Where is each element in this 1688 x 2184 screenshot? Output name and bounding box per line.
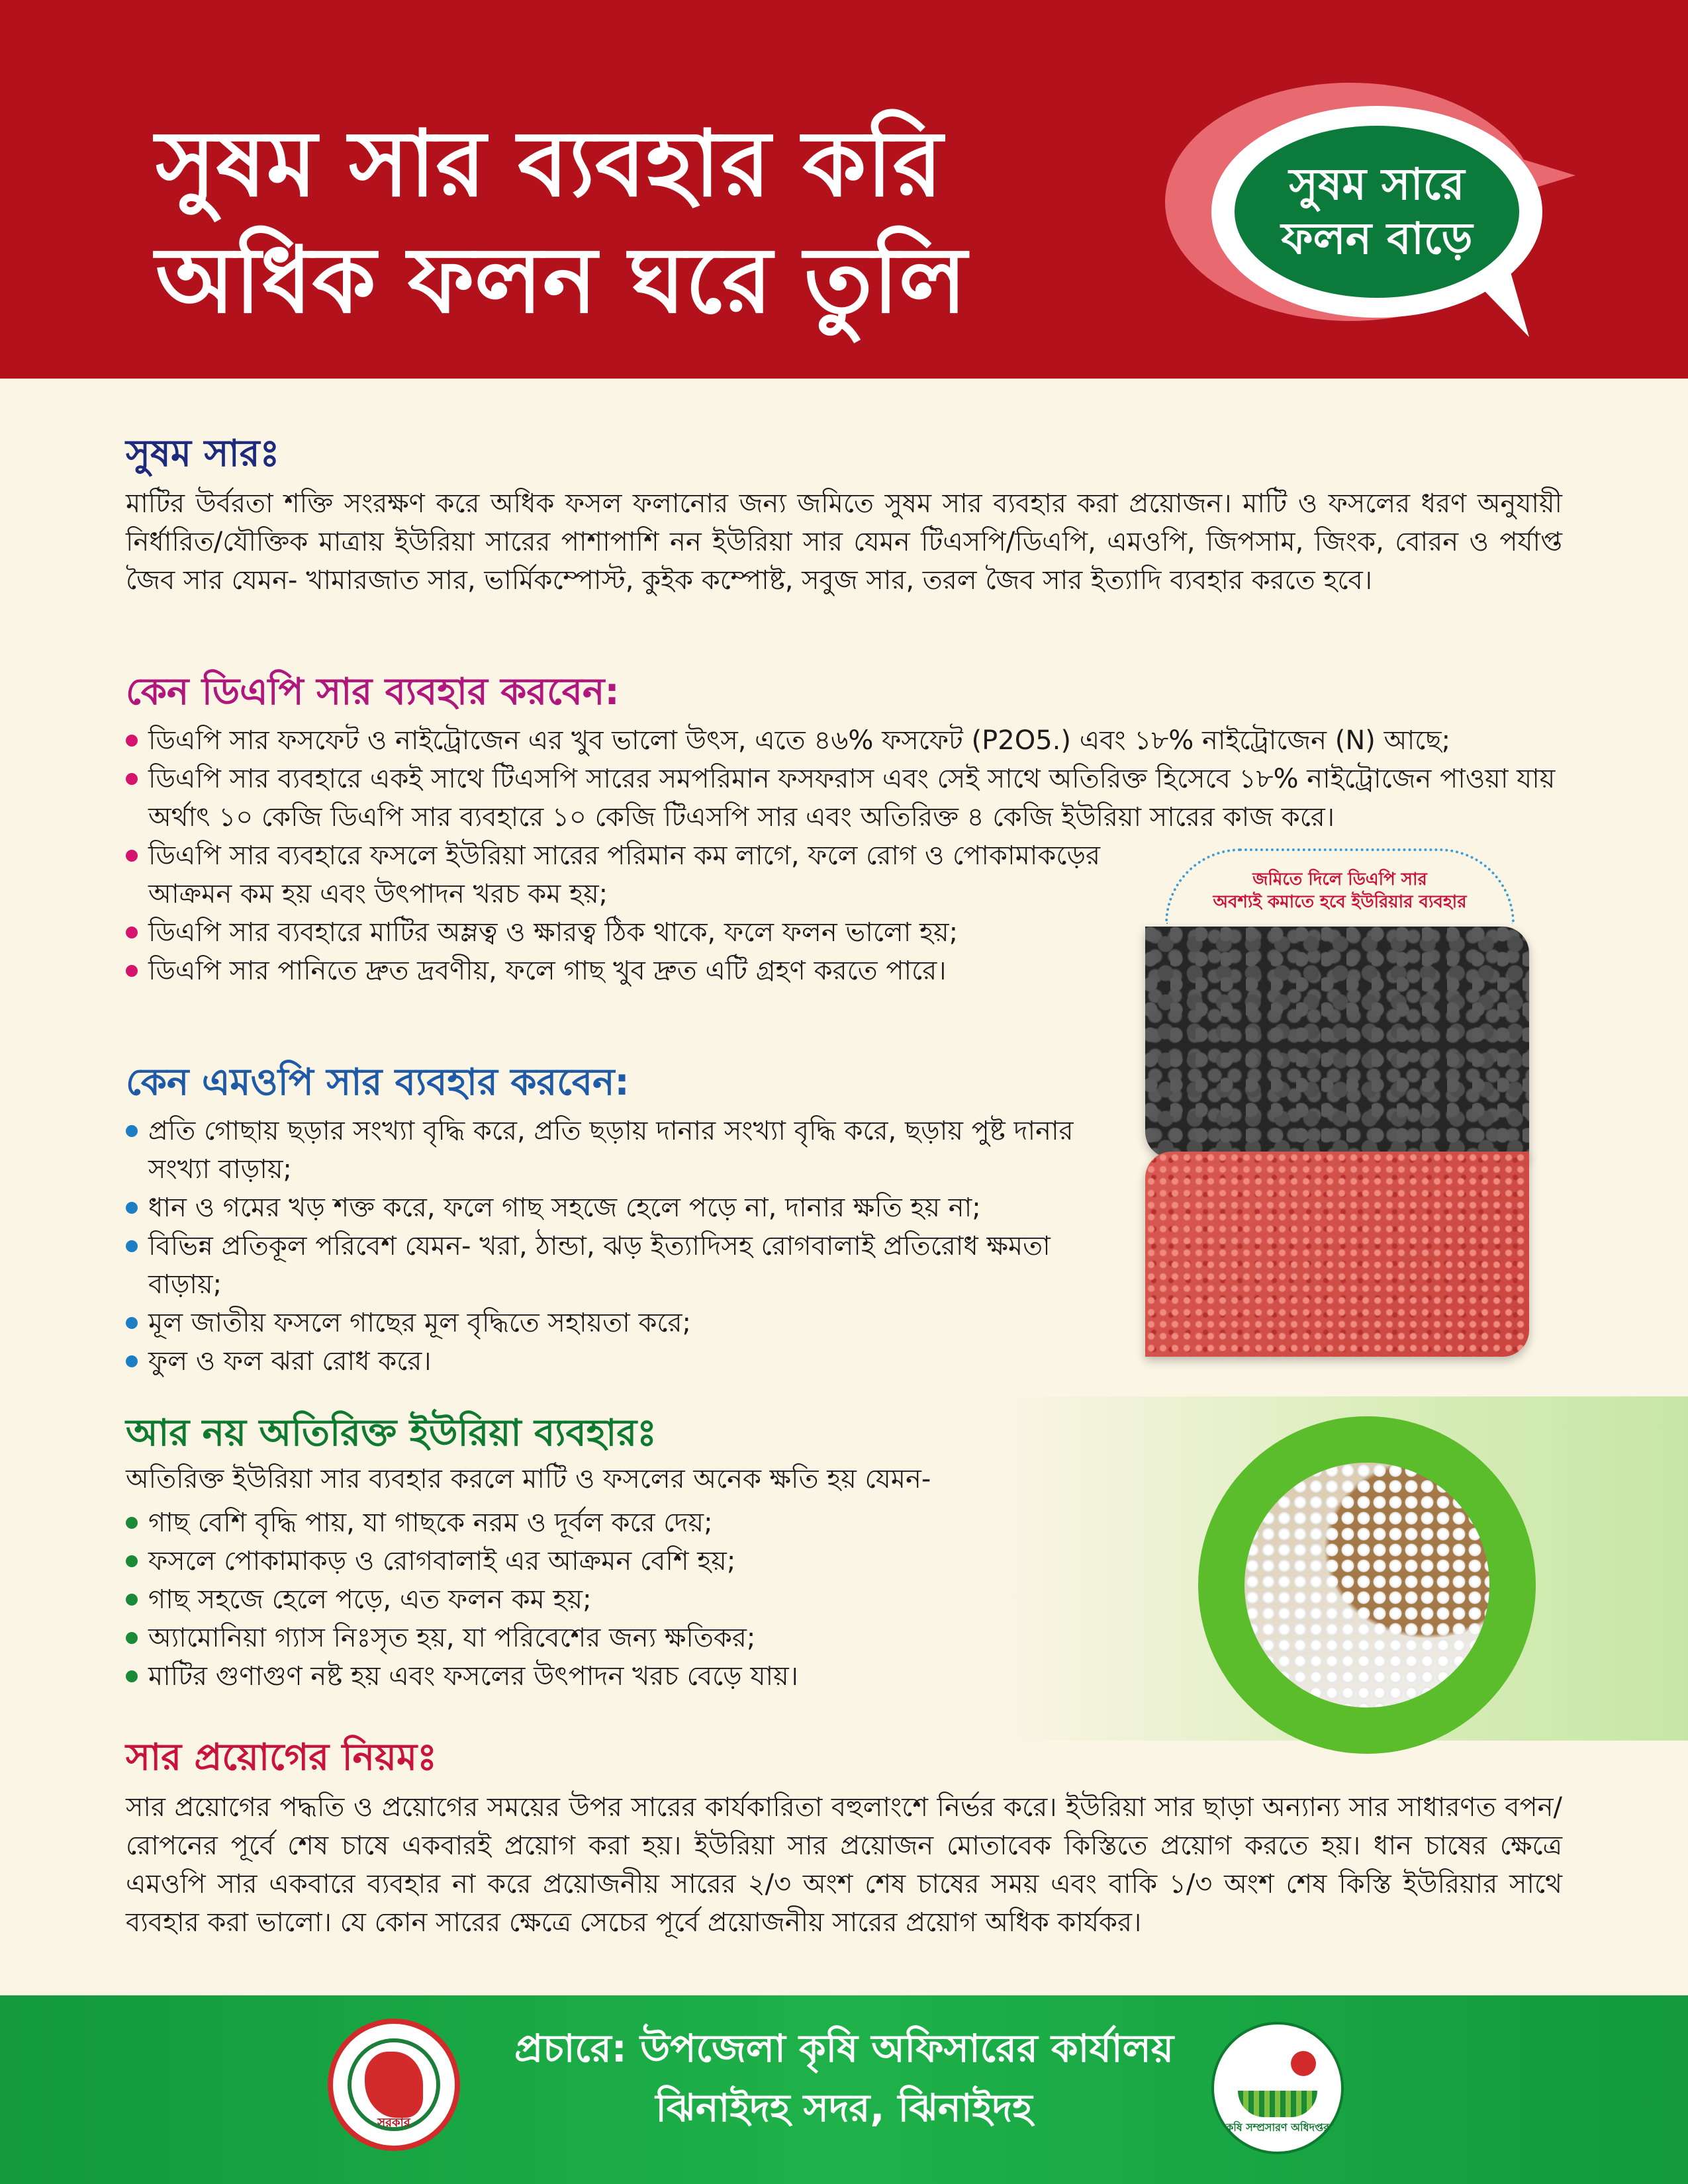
slogan-line-1: সুষম সারে [1289,159,1465,210]
footer-line-2: ঝিনাইদহ সদর, ঝিনাইদহ [655,2085,1033,2130]
rules-heading: সার প্রয়োগের নিয়মঃ [126,1736,437,1779]
urea-bullet: ফসলে পোকামাকড় ও রোগবালাই এর আক্রমন বেশি হয়; [126,1542,1158,1580]
bullet-dot-icon [126,1517,138,1529]
balanced-heading: সুষম সারঃ [126,432,280,475]
dap-bullet: ডিএপি সার ফসফেট ও নাইট্রোজেন এর খুব ভালো উৎস, এতে ৪৬% ফসফেট (P2O5.) এবং ১৮% নাইট্রোজেন (N) আছে; [126,721,1562,760]
bullet-dot-icon [126,965,138,977]
section-urea [126,1410,1158,1696]
bullet-dot-icon [126,927,138,938]
mop-bullet: ধান ও গমের খড় শক্ত করে, ফলে গাছ সহজে হেলে পড়ে না, দানার ক্ষতি হয় না; [126,1189,1105,1227]
badge-line-2: অবশ্যই কমাতে হবে ইউরিয়ার ব্যবহার [1213,892,1467,912]
mop-bullet-list [126,1112,1105,1381]
title-line-2: অধিক ফলন ঘরে তুলি [156,227,967,334]
section-mop [126,1059,1105,1381]
bullet-dot-icon [126,1355,138,1367]
balanced-body: মাটির উর্বরতা শক্তি সংরক্ষণ করে অধিক ফসল ফলানোর জন্য জমিতে সুষম সার ব্যবহার করা প্রয়োজন। মাটি ও ফসলের ধরণ অনুযায়ী নির্ধারিত/যৌক্তিক মাত্রায় ইউরিয়া সারের পাশাপাশি নন ইউরিয়া সার যেমন টিএসপি/ডিএপি, এমওপি, জিপসাম, জিংক, বোরন ও পর্যাপ্ত জৈব সার যেমন- খামারজাত সার, ভার্মিকম্পোস্ট, কুইক কম্পোষ্ট, সবুজ সার, তরল জৈব সার ইত্যাদি ব্যবহার করতে হবে। [126,488,1562,596]
sun-icon [1291,2051,1316,2076]
bullet-dot-icon [126,1240,138,1252]
bullet-dot-icon [126,773,138,785]
dap-heading: কেন ডিএপি সার ব্যবহার করবেন: [126,670,620,713]
bullet-dot-icon [126,1202,138,1214]
mop-bullet: প্রতি গোছায় ছড়ার সংখ্যা বৃদ্ধি করে, প্রতি ছড়ায় দানার সংখ্যা বৃদ্ধি করে, ছড়ায় পুষ্ট দানার সংখ্যা বাড়ায়; [126,1112,1105,1189]
slogan-bubble [1235,126,1519,298]
mop-bullet: মূল জাতীয় ফসলে গাছের মূল বৃদ্ধিতে সহায়তা করে; [126,1304,1105,1342]
urea-granules-image [1244,1463,1489,1707]
bullet-dot-icon [126,1125,138,1137]
section-balanced-fertilizer [126,430,1562,600]
mop-granules-image [1145,1152,1529,1357]
footer-publisher [430,2019,1258,2138]
dap-granules-image [1145,927,1529,1158]
dae-logo [1211,2022,1344,2154]
mop-heading: কেন এমওপি সার ব্যবহার করবেন: [126,1061,630,1104]
dap-bullet: ডিএপি সার ব্যবহারে ফসলে ইউরিয়া সারের পরিমান কম লাগে, ফলে রোগ ও পোকামাকড়ের আক্রমন কম হয় এবং উৎপাদন খরচ কম হয়; [126,837,1141,913]
dap-reminder-badge [1165,848,1515,924]
dae-logo-label: কৃষি সম্প্রসারণ অধিদপ্তর [1226,2121,1329,2134]
badge-line-1: জমিতে দিলে ডিএপি সার [1252,870,1427,889]
title-line-1: সুষম সার ব্যবহার করি [156,111,943,217]
urea-bullet: গাছ সহজে হেলে পড়ে, এত ফলন কম হয়; [126,1580,1158,1619]
bullet-dot-icon [126,1670,138,1682]
bullet-dot-icon [126,1632,138,1644]
urea-bullet-list [126,1504,1158,1696]
mop-bullet: বিভিন্ন প্রতিকূল পরিবেশ যেমন- খরা, ঠান্ডা, ঝড় ইত্যাদিসহ রোগবালাই প্রতিরোধ ক্ষমতা বাড়ায়; [126,1227,1105,1304]
dap-bullet: ডিএপি সার ব্যবহারে মাটির অম্লত্ব ও ক্ষারত্ব ঠিক থাকে, ফলে ফলন ভালো হয়; [126,913,1141,952]
bullet-dot-icon [126,1594,138,1606]
bullet-dot-icon [126,1317,138,1329]
section-application-rules [126,1734,1562,1942]
crop-field-icon [1238,2091,1317,2117]
dap-bullet: ডিএপি সার ব্যবহারে একই সাথে টিএসপি সারের সমপরিমান ফসফরাস এবং সেই সাথে অতিরিক্ত হিসেবে ১৮% নাইট্রোজেন পাওয়া যায় অর্থাৎ ১০ কেজি ডিএপি সার ব্যবহারে ১০ কেজি টিএসপি সার এবং অতিরিক্ত ৪ কেজি ইউরিয়া সারের কাজ করে। [126,760,1562,837]
dap-bullet: ডিএপি সার পানিতে দ্রুত দ্রবণীয়, ফলে গাছ খুব দ্রুত এটি গ্রহণ করতে পারে। [126,952,1141,990]
bullet-dot-icon [126,1555,138,1567]
footer-line-1: প্রচারে: উপজেলা কৃষি অফিসারের কার্যালয় [514,2026,1174,2071]
slogan-line-2: ফলন বাড়ে [1281,213,1473,264]
poster-title [156,106,1188,339]
bullet-dot-icon [126,735,138,747]
mop-bullet: ফুল ও ফল ঝরা রোধ করে। [126,1342,1105,1381]
bullet-dot-icon [126,850,138,862]
urea-heading: আর নয় অতিরিক্ত ইউরিয়া ব্যবহারঃ [126,1412,657,1455]
urea-bullet: অ্যামোনিয়া গ্যাস নিঃসৃত হয়, যা পরিবেশের জন্য ক্ষতিকর; [126,1619,1158,1657]
rules-body: সার প্রয়োগের পদ্ধতি ও প্রয়োগের সময়ের উপর সারের কার্যকারিতা বহুলাংশে নির্ভর করে। ইউরিয়া সার ছাড়া অন্যান্য সার সাধারণত বপন/রোপনের পূর্বে শেষ চাষে একবারই প্রয়োগ করা হয়। ইউরিয়া সার প্রয়োজন মোতাবেক কিস্তিতে প্রয়োগ করতে হয়। ধান চাষের ক্ষেত্রে এমওপি সার একবারে ব্যবহার না করে প্রয়োজনীয় সারের ২/৩ অংশ শেষ চাষের সময় এবং বাকি ১/৩ অংশ শেষ কিস্তি ইউরিয়ার সাথে ব্যবহার করা ভালো। যে কোন সারের ক্ষেত্রে সেচের পূর্বে প্রয়োজনীয় সারের প্রয়োগ অধিক কার্যকর। [126,1792,1562,1938]
urea-bullet: মাটির গুণাগুণ নষ্ট হয় এবং ফসলের উৎপাদন খরচ বেড়ে যায়। [126,1657,1158,1696]
header-banner [0,0,1688,379]
urea-bullet: গাছ বেশি বৃদ্ধি পায়, যা গাছকে নরম ও দূর্বল করে দেয়; [126,1504,1158,1542]
seal-label: সরকার [377,2116,410,2130]
urea-intro: অতিরিক্ত ইউরিয়া সার ব্যবহার করলে মাটি ও ফসলের অনেক ক্ষতি হয় যেমন- [126,1464,931,1494]
